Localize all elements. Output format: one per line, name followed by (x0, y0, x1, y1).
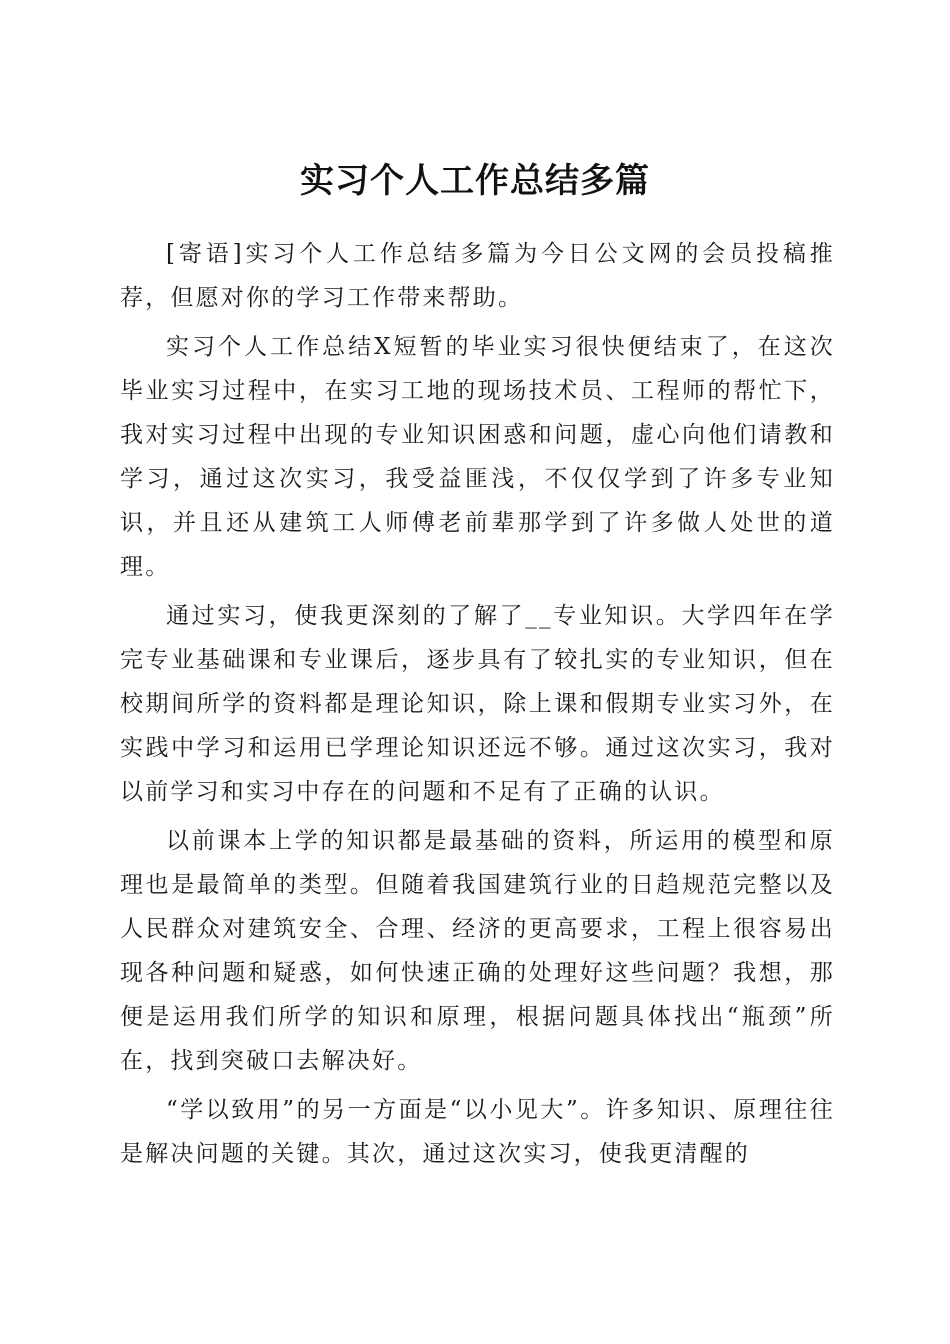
paragraph-1: 实习个人工作总结X短暂的毕业实习很快便结束了，在这次毕业实习过程中，在实习工地的现场技术员、工程师的帮忙下，我对实习过程中出现的专业知识困惑和问题，虚心向他们请教和学习，通过这次实习，我受益匪浅，不仅仅学到了许多专业知识，并且还从建筑工人师傅老前辈那学到了许多做人处世的道理。 (120, 334, 835, 580)
document-title: 实习个人工作总结多篇 (300, 160, 650, 201)
paragraph-3: 以前课本上学的知识都是最基础的资料，所运用的模型和原理也是最简单的类型。但随着我国建筑行业的日趋规范完整以及人民群众对建筑安全、合理、经济的更高要求，工程上很容易出现各种问题和疑惑，如何快速正确的处理好这些问题？我想，那便是运用我们所学的知识和原理，根据问题具体找出“瓶颈”所在，找到突破口去解决好。 (120, 828, 835, 1074)
paragraph-4: “学以致用”的另一方面是“以小见大”。许多知识、原理往往是解决问题的关键。其次，通过这次实习，使我更清醒的 (120, 1097, 835, 1167)
paragraph-2: 通过实习，使我更深刻的了解了__专业知识。大学四年在学完专业基础课和专业课后，逐步具有了较扎实的专业知识，但在校期间所学的资料都是理论知识，除上课和假期专业实习外，在实践中学习和运用已学理论知识还远不够。通过这次实习，我对以前学习和实习中存在的问题和不足有了正确的认识。 (120, 603, 835, 805)
paragraph-preface: [寄语]实习个人工作总结多篇为今日公文网的会员投稿推荐，但愿对你的学习工作带来帮助。 (120, 241, 835, 311)
document-body (120, 232, 835, 1181)
